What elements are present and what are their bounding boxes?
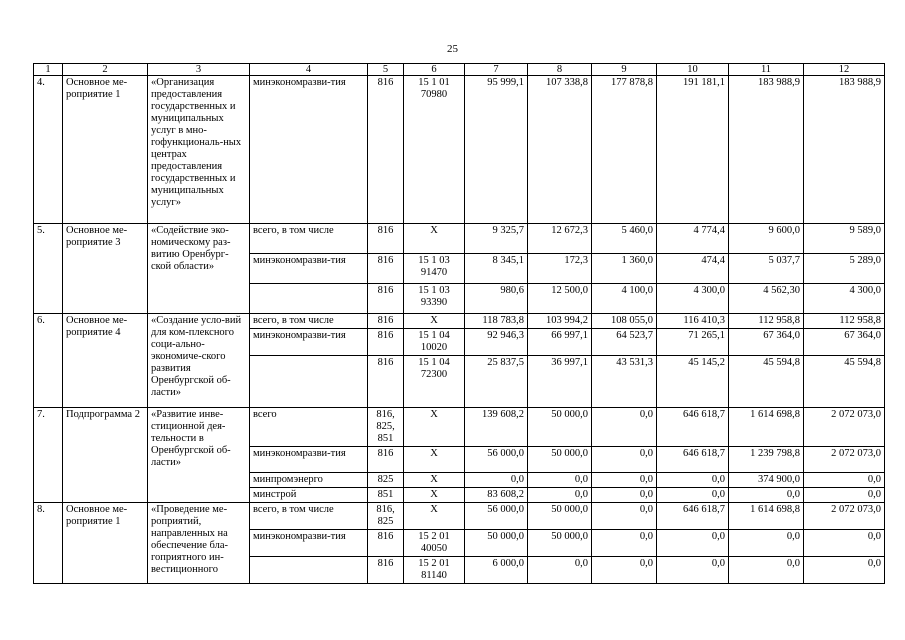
executor: минэкономразви-тия (250, 76, 368, 224)
value-col9: 177 878,8 (592, 76, 657, 224)
value-col7: 139 608,2 (465, 408, 528, 447)
row-number: 4. (34, 76, 63, 224)
value-col10: 646 618,7 (657, 408, 729, 447)
row-number: 6. (34, 314, 63, 408)
value-col11: 5 037,7 (729, 254, 804, 284)
row-number: 8. (34, 503, 63, 584)
executor: всего, в том числе (250, 314, 368, 329)
value-col9: 108 055,0 (592, 314, 657, 329)
value-col7: 6 000,0 (465, 557, 528, 584)
value-col11: 374 900,0 (729, 473, 804, 488)
column-header: 2 (63, 64, 148, 76)
value-col8: 107 338,8 (528, 76, 592, 224)
value-col7: 980,6 (465, 284, 528, 314)
grbs-code: 816 (368, 284, 404, 314)
value-col8: 0,0 (528, 488, 592, 503)
csr-code: X (404, 473, 465, 488)
value-col11: 1 614 698,8 (729, 408, 804, 447)
value-col11: 0,0 (729, 557, 804, 584)
value-col7: 8 345,1 (465, 254, 528, 284)
executor: минэкономразви-тия (250, 530, 368, 557)
column-header: 4 (250, 64, 368, 76)
value-col11: 1 614 698,8 (729, 503, 804, 530)
grbs-code: 816, 825 (368, 503, 404, 530)
value-col9: 64 523,7 (592, 329, 657, 356)
value-col11: 0,0 (729, 530, 804, 557)
value-col9: 0,0 (592, 447, 657, 473)
csr-code: X (404, 503, 465, 530)
row-number: 7. (34, 408, 63, 503)
csr-code: X (404, 447, 465, 473)
csr-code: 15 1 04 72300 (404, 356, 465, 408)
table-row (34, 76, 885, 224)
grbs-code: 816 (368, 329, 404, 356)
value-col11: 45 594,8 (729, 356, 804, 408)
value-col12: 5 289,0 (804, 254, 885, 284)
value-col7: 56 000,0 (465, 447, 528, 473)
table-row (34, 224, 885, 254)
value-col12: 67 364,0 (804, 329, 885, 356)
value-col11: 183 988,9 (729, 76, 804, 224)
executor: всего, в том числе (250, 503, 368, 530)
value-col10: 116 410,3 (657, 314, 729, 329)
value-col9: 0,0 (592, 503, 657, 530)
value-col7: 83 608,2 (465, 488, 528, 503)
value-col9: 0,0 (592, 530, 657, 557)
value-col10: 646 618,7 (657, 503, 729, 530)
event-name: Основное ме-роприятие 3 (63, 224, 148, 314)
value-col8: 12 500,0 (528, 284, 592, 314)
value-col10: 4 300,0 (657, 284, 729, 314)
value-col9: 4 100,0 (592, 284, 657, 314)
value-col11: 4 562,30 (729, 284, 804, 314)
value-col12: 2 072 073,0 (804, 503, 885, 530)
value-col10: 71 265,1 (657, 329, 729, 356)
column-header: 5 (368, 64, 404, 76)
value-col8: 103 994,2 (528, 314, 592, 329)
csr-code: 15 2 01 40050 (404, 530, 465, 557)
value-col12: 0,0 (804, 530, 885, 557)
value-col12: 2 072 073,0 (804, 408, 885, 447)
grbs-code: 816 (368, 314, 404, 329)
csr-code: 15 1 03 91470 (404, 254, 465, 284)
value-col8: 50 000,0 (528, 530, 592, 557)
value-col12: 4 300,0 (804, 284, 885, 314)
value-col12: 183 988,9 (804, 76, 885, 224)
value-col7: 118 783,8 (465, 314, 528, 329)
value-col10: 45 145,2 (657, 356, 729, 408)
value-col7: 0,0 (465, 473, 528, 488)
executor: всего, в том числе (250, 224, 368, 254)
value-col8: 0,0 (528, 557, 592, 584)
value-col10: 0,0 (657, 557, 729, 584)
executor: минстрой (250, 488, 368, 503)
value-col12: 0,0 (804, 473, 885, 488)
value-col12: 2 072 073,0 (804, 447, 885, 473)
csr-code: X (404, 488, 465, 503)
csr-code: X (404, 408, 465, 447)
executor: минэкономразви-тия (250, 329, 368, 356)
value-col8: 50 000,0 (528, 447, 592, 473)
grbs-code: 816 (368, 447, 404, 473)
value-col7: 9 325,7 (465, 224, 528, 254)
grbs-code: 816 (368, 530, 404, 557)
grbs-code: 851 (368, 488, 404, 503)
grbs-code: 816 (368, 557, 404, 584)
value-col11: 112 958,8 (729, 314, 804, 329)
value-col11: 67 364,0 (729, 329, 804, 356)
csr-code: 15 1 03 93390 (404, 284, 465, 314)
grbs-code: 825 (368, 473, 404, 488)
csr-code: 15 1 04 10020 (404, 329, 465, 356)
value-col9: 0,0 (592, 557, 657, 584)
grbs-code: 816 (368, 224, 404, 254)
value-col8: 172,3 (528, 254, 592, 284)
value-col9: 0,0 (592, 473, 657, 488)
value-col9: 5 460,0 (592, 224, 657, 254)
column-header: 11 (729, 64, 804, 76)
csr-code: X (404, 314, 465, 329)
table-row (34, 408, 885, 447)
event-name: Основное ме-роприятие 1 (63, 503, 148, 584)
value-col12: 9 589,0 (804, 224, 885, 254)
header-row (34, 64, 885, 76)
executor: всего (250, 408, 368, 447)
column-header: 12 (804, 64, 885, 76)
executor (250, 557, 368, 584)
csr-code: 15 2 01 81140 (404, 557, 465, 584)
column-header: 8 (528, 64, 592, 76)
value-col12: 112 958,8 (804, 314, 885, 329)
value-col10: 0,0 (657, 530, 729, 557)
value-col10: 4 774,4 (657, 224, 729, 254)
value-col11: 9 600,0 (729, 224, 804, 254)
value-col11: 0,0 (729, 488, 804, 503)
value-col8: 50 000,0 (528, 503, 592, 530)
row-number: 5. (34, 224, 63, 314)
event-description: «Проведение ме-роприятий, направленных на обеспечение бла-гоприятного ин-вестиционного (148, 503, 250, 584)
grbs-code: 816, 825, 851 (368, 408, 404, 447)
value-col9: 1 360,0 (592, 254, 657, 284)
value-col12: 45 594,8 (804, 356, 885, 408)
event-description: «Содействие эко-номическому раз-витию Оренбург-ской области» (148, 224, 250, 314)
value-col10: 646 618,7 (657, 447, 729, 473)
value-col8: 0,0 (528, 473, 592, 488)
value-col8: 66 997,1 (528, 329, 592, 356)
table-row (34, 503, 885, 530)
grbs-code: 816 (368, 356, 404, 408)
executor: минэкономразви-тия (250, 447, 368, 473)
value-col10: 474,4 (657, 254, 729, 284)
event-name: Основное ме-роприятие 1 (63, 76, 148, 224)
event-name: Основное ме-роприятие 4 (63, 314, 148, 408)
page-number: 25 (447, 43, 458, 55)
event-description: «Развитие инве-стиционной дея-тельности в Оренбургской об-ласти» (148, 408, 250, 503)
value-col10: 0,0 (657, 473, 729, 488)
csr-code: 15 1 01 70980 (404, 76, 465, 224)
value-col8: 12 672,3 (528, 224, 592, 254)
event-name: Подпрограмма 2 (63, 408, 148, 503)
value-col10: 191 181,1 (657, 76, 729, 224)
column-header: 3 (148, 64, 250, 76)
executor: минэкономразви-тия (250, 254, 368, 284)
budget-table (33, 63, 885, 584)
grbs-code: 816 (368, 76, 404, 224)
value-col7: 56 000,0 (465, 503, 528, 530)
value-col8: 36 997,1 (528, 356, 592, 408)
value-col7: 50 000,0 (465, 530, 528, 557)
value-col10: 0,0 (657, 488, 729, 503)
value-col7: 25 837,5 (465, 356, 528, 408)
executor (250, 284, 368, 314)
column-header: 6 (404, 64, 465, 76)
table-row (34, 314, 885, 329)
value-col8: 50 000,0 (528, 408, 592, 447)
value-col12: 0,0 (804, 488, 885, 503)
value-col9: 0,0 (592, 488, 657, 503)
grbs-code: 816 (368, 254, 404, 284)
executor (250, 356, 368, 408)
executor: минпромэнерго (250, 473, 368, 488)
column-header: 9 (592, 64, 657, 76)
event-description: «Создание усло-вий для ком-плексного соци-ально-экономиче-ского развития Оренбургской об-ласти» (148, 314, 250, 408)
column-header: 7 (465, 64, 528, 76)
value-col7: 92 946,3 (465, 329, 528, 356)
value-col7: 95 999,1 (465, 76, 528, 224)
csr-code: X (404, 224, 465, 254)
column-header: 1 (34, 64, 63, 76)
value-col9: 0,0 (592, 408, 657, 447)
value-col12: 0,0 (804, 557, 885, 584)
column-header: 10 (657, 64, 729, 76)
value-col9: 43 531,3 (592, 356, 657, 408)
event-description: «Организация предоставления государственных и муниципальных услуг в мно-гофункциональ-ных центрах предоставления государственных и муниципальных услуг» (148, 76, 250, 224)
value-col11: 1 239 798,8 (729, 447, 804, 473)
